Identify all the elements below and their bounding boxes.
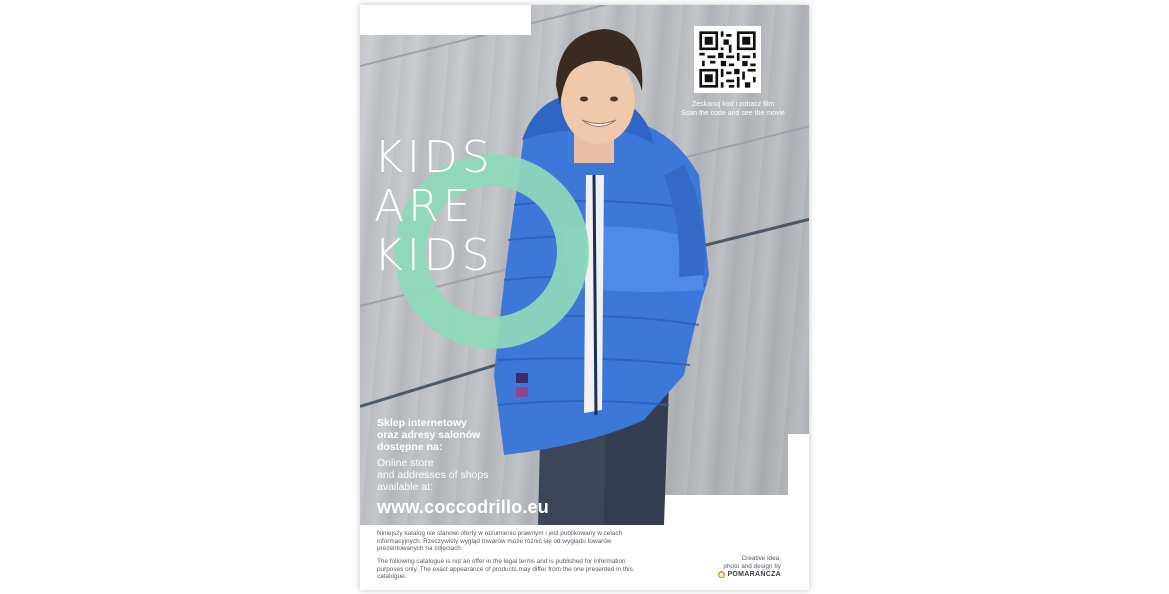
qr-caption-en: Scan the code and see the movie (681, 110, 785, 117)
cover-photo (360, 5, 809, 525)
store-info (377, 417, 557, 493)
store-en-line: available at: (377, 481, 434, 493)
headline (374, 133, 494, 280)
credits-line-2: photo and design by (723, 562, 781, 570)
credits-line-1: Creative idea, (741, 555, 781, 562)
disclaimer-pl: Niniejszy katalog nie stanowi oferty w rozumieniu prawnym i jest publikowany w celach informacyjnych. Rzeczywisty wygląd towarów może różnić się od wyglądu towarów prezentowanych na zdjęciach. (377, 530, 623, 553)
headline-line-3: KIDS (374, 230, 494, 281)
orange-icon (718, 571, 725, 578)
store-en-line: Online store (377, 457, 434, 469)
store-pl-line: Sklep internetowy (377, 417, 467, 429)
disclaimer-en: The following catalogue is not an offer in the legal terms and is published for information purposes only. The exact appearance of products may differ from the one presented in this catalogue. (377, 558, 633, 581)
store-pl-line: oraz adresy salonów (377, 429, 481, 441)
store-url-link[interactable]: www.coccodrillo.eu (377, 497, 549, 517)
store-pl-line: dostępne na: (377, 441, 443, 453)
agency-name: POMARAŃCZA (727, 571, 781, 578)
credits (691, 555, 781, 570)
headline-line-2: ARE (374, 181, 475, 232)
headline-line-1: KIDS (374, 132, 494, 183)
store-en-line: and addresses of shops (377, 469, 489, 481)
qr-caption-pl: Zeskanuj kod i zobacz film (691, 101, 775, 108)
catalog-page (360, 5, 809, 590)
agency-logo (718, 571, 781, 578)
